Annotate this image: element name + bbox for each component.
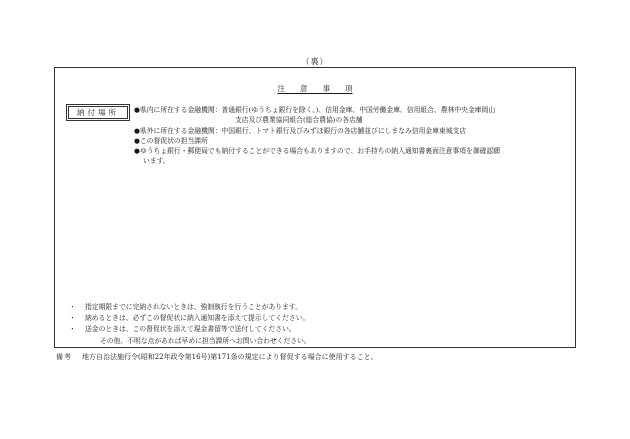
notice-heading-text: 注 意 事 項	[277, 84, 353, 93]
notice-frame	[54, 67, 576, 348]
payment-place-item-text: この督促状の担当課所	[139, 136, 208, 145]
payment-place-item-continuation: います。	[143, 157, 170, 166]
remark	[56, 352, 378, 362]
payment-place-item-lead: ●	[134, 136, 140, 145]
caution-bullet: ・	[69, 303, 76, 311]
payment-place-item-text: ゆうちょ銀行・郵便局でも納付することができる場合もありますので、お手持ちの納入通知書裏面注意事項を御確認願	[139, 147, 501, 156]
caution-item	[69, 324, 569, 335]
payment-place-item	[134, 146, 576, 167]
page-side-label: （裏）	[301, 57, 329, 66]
payment-place-item	[134, 126, 576, 136]
caution-bullet: ・	[69, 325, 76, 334]
payment-place-item-lead: ●	[134, 147, 140, 156]
payment-place-item-lead: ●県内に所在する金融機関：	[134, 106, 222, 114]
payment-place-item	[134, 105, 576, 126]
caution-item	[69, 302, 569, 313]
caution-text: 指定期限までに完納されないときは、強制執行を行うことがあります。	[85, 303, 302, 311]
payment-place-item-text: 中国銀行、トマト銀行及びみずほ銀行の各店舗並びにしまなみ信用金庫東城支店	[221, 126, 467, 135]
payment-place-item-lead: ●県外に所在する金融機関：	[134, 126, 222, 135]
payment-place-item	[134, 136, 576, 146]
payment-place-item-continuation: 支店及び農業協同組合(総合農協)の各店舗	[235, 116, 363, 125]
caution-text: 送金のときは、この督促状を添えて現金書留等で送付してください。	[85, 325, 296, 334]
caution-list	[69, 302, 569, 347]
caution-item	[69, 313, 569, 324]
caution-bullet: ・	[69, 314, 76, 323]
notice-heading	[55, 83, 575, 95]
remark-label: 備考	[56, 353, 72, 361]
caution-text: その他、不明な点があれば早めに担当課所へお問い合わせください。	[100, 336, 311, 345]
caution-text: 納めるときは、必ずこの督促状に納入通知書を添えて提示してください。	[85, 314, 310, 323]
payment-place-list	[134, 105, 576, 167]
remark-text: 地方自治法施行令(昭和22年政令第16号)第171条の規定により督促する場合に使用すること。	[82, 353, 378, 361]
payment-place-label: 納付場所	[66, 104, 130, 121]
caution-item	[69, 336, 569, 347]
payment-place-item-text: 普通銀行(ゆうちょ銀行を除く。)、信用金庫、中国労働金庫、信用組合、農林中央金庫岡山	[221, 106, 496, 114]
